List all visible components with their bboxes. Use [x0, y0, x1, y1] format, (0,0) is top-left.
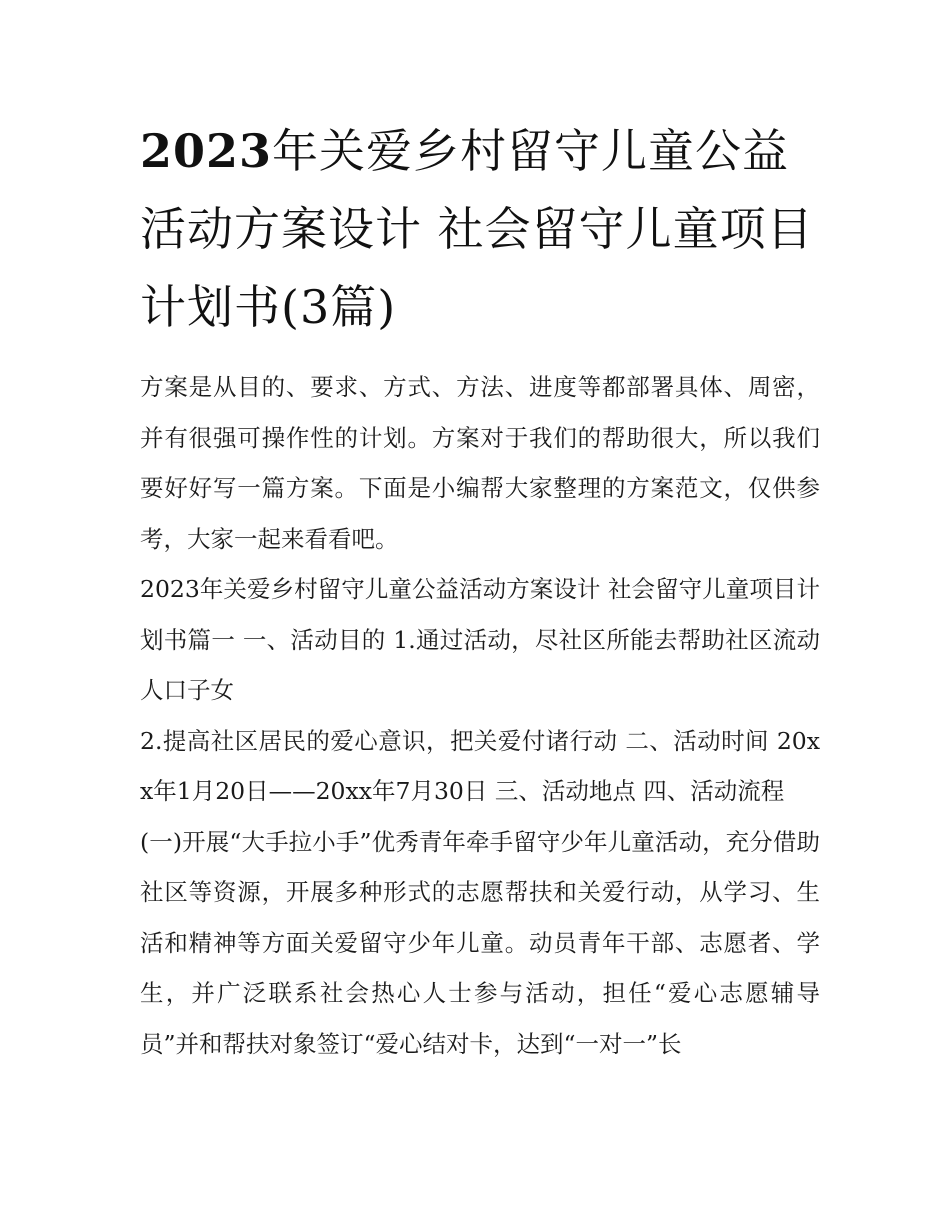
document-title: 2023年关爱乡村留守儿童公益活动方案设计 社会留守儿童项目计划书(3篇): [140, 124, 814, 334]
paragraph-intro: 方案是从目的、要求、方式、方法、进度等都部署具体、周密，并有很强可操作性的计划。方案对于我们的帮助很大，所以我们要好好写一篇方案。下面是小编帮大家整理的方案范文，仅供参考，大家一起来看看吧。: [140, 373, 820, 553]
paragraph-activity-one: (一)开展“大手拉小手”优秀青年牵手留守少年儿童活动，充分借助社区等资源，开展多种形式的志愿帮扶和关爱行动，从学习、生活和精神等方面关爱留守少年儿童。动员青年干部、志愿者、学生，并广泛联系社会热心人士参与活动，担任“爱心志愿辅导员”并和帮扶对象签订“爱心结对卡，达到“一对一”长: [140, 827, 820, 1058]
title-year: 2023: [140, 124, 273, 178]
document-body: [140, 362, 820, 1069]
paragraph-section-one: 2023年关爱乡村留守儿童公益活动方案设计 社会留守儿童项目计划书篇一 一、活动目的 1.通过活动，尽社区所能去帮助社区流动人口子女: [140, 575, 820, 704]
paragraph-time-location: 2.提高社区居民的爱心意识，把关爱付诸行动 二、活动时间 20xx年1月20日——20xx年7月30日 三、活动地点 四、活动流程: [140, 726, 820, 805]
